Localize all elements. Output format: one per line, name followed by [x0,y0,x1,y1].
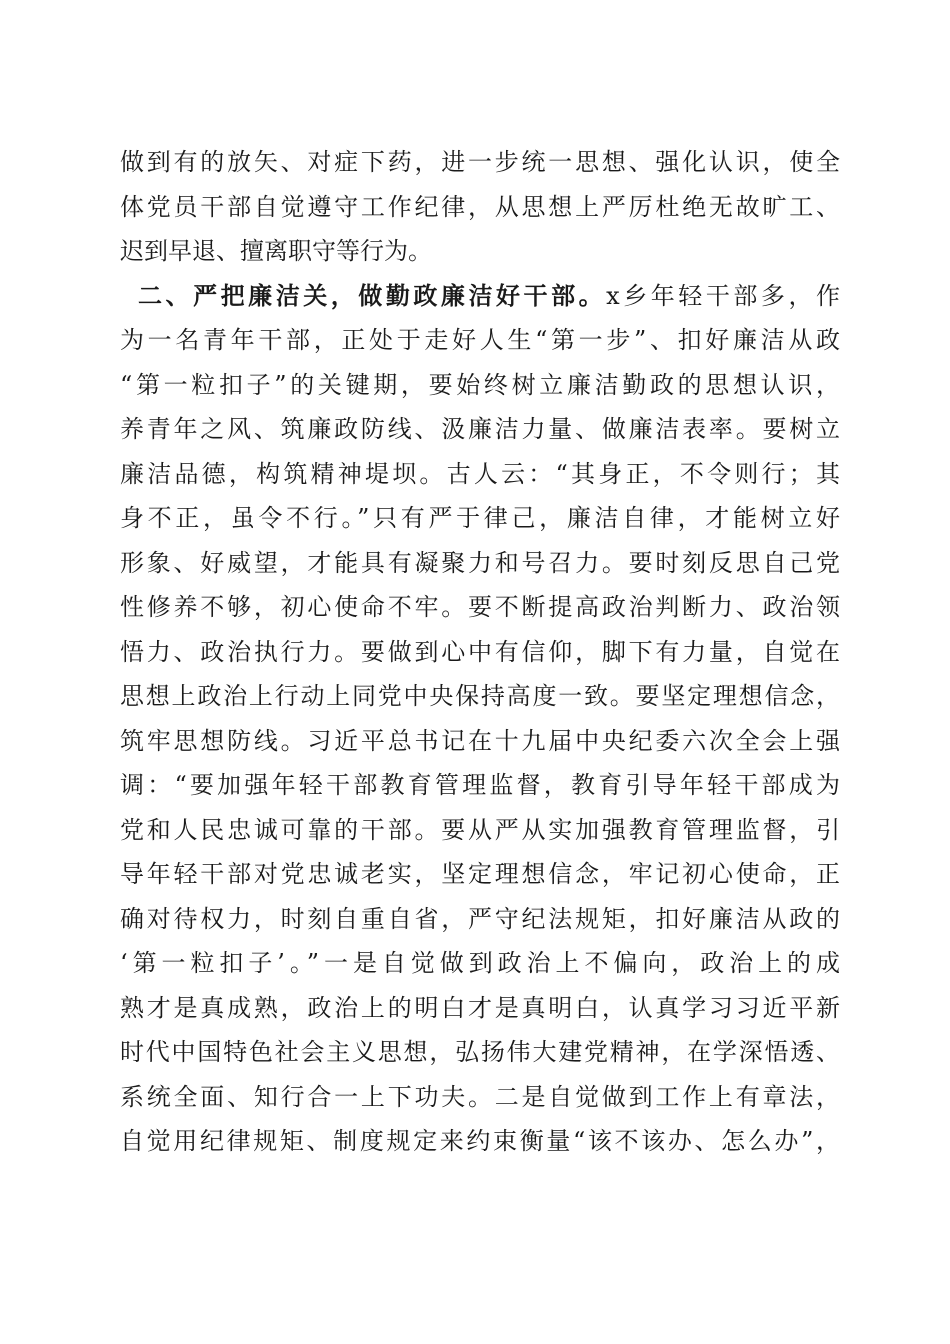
section-heading: 二、严把廉洁关，做勤政廉洁好干部。 [138,280,607,310]
text-line: 思想上政治上行动上同党中央保持高度一致。要坚定理想信念， [120,682,840,710]
paragraph-1 [120,140,840,274]
text-line: 党和人民忠诚可靠的干部。要从严从实加强教育管理监督，引 [120,815,840,844]
text-line: 悟力、政治执行力。要做到心中有信仰，脚下有力量，自觉在 [120,637,840,666]
text-line: 调：“要加强年轻干部教育管理监督，教育引导年轻干部成为 [120,771,840,799]
text-line: “第一粒扣子”的关键期，要始终树立廉洁勤政的思想认识， [120,370,840,399]
text-line: 导年轻干部对党忠诚老实，坚定理想信念，牢记初心使命，正 [120,860,840,888]
text-line: 时代中国特色社会主义思想，弘扬伟大建党精神，在学深悟透、 [120,1038,840,1066]
text-line: 系统全面、知行合一上下功夫。二是自觉做到工作上有章法， [120,1082,840,1111]
text-line: 迟到早退、擅离职守等行为。 [120,237,432,265]
text-line: 形象、好威望，才能具有凝聚力和号召力。要时刻反思自己党 [120,548,840,577]
text-line: 熟才是真成熟，政治上的明白才是真明白，认真学习习近平新 [120,993,840,1022]
text-line: 做到有的放矢、对症下药，进一步统一思想、强化认识，使全 [120,148,840,176]
text-line: 为一名青年干部，正处于走好人生“第一步”、扣好廉洁从政 [120,326,840,354]
text-line: ‘第一粒扣子’。”一是自觉做到政治上不偏向，政治上的成 [120,949,840,977]
paragraph-2-first-line [120,274,840,319]
text-span: x乡年轻干部多，作 [606,281,840,310]
text-line: 养青年之风、筑廉政防线、汲廉洁力量、做廉洁表率。要树立 [120,415,840,443]
text-line: 体党员干部自觉遵守工作纪律，从思想上严厉杜绝无故旷工、 [120,192,840,221]
text-line: 性修养不够，初心使命不牢。要不断提高政治判断力、政治领 [120,593,840,621]
document-body [120,140,840,1164]
text-line: 身不正，虽令不行。”只有严于律己，廉洁自律，才能树立好 [120,504,840,532]
text-line: 筑牢思想防线。习近平总书记在十九届中央纪委六次全会上强 [120,726,840,755]
text-line: 确对待权力，时刻自重自省，严守纪法规矩，扣好廉洁从政的 [120,904,840,933]
text-line: 廉洁品德，构筑精神堤坝。古人云：“其身正，不令则行；其 [120,459,840,488]
text-line: 自觉用纪律规矩、制度规定来约束衡量“该不该办、怎么办”， [120,1127,840,1155]
paragraph-2 [120,274,840,1164]
